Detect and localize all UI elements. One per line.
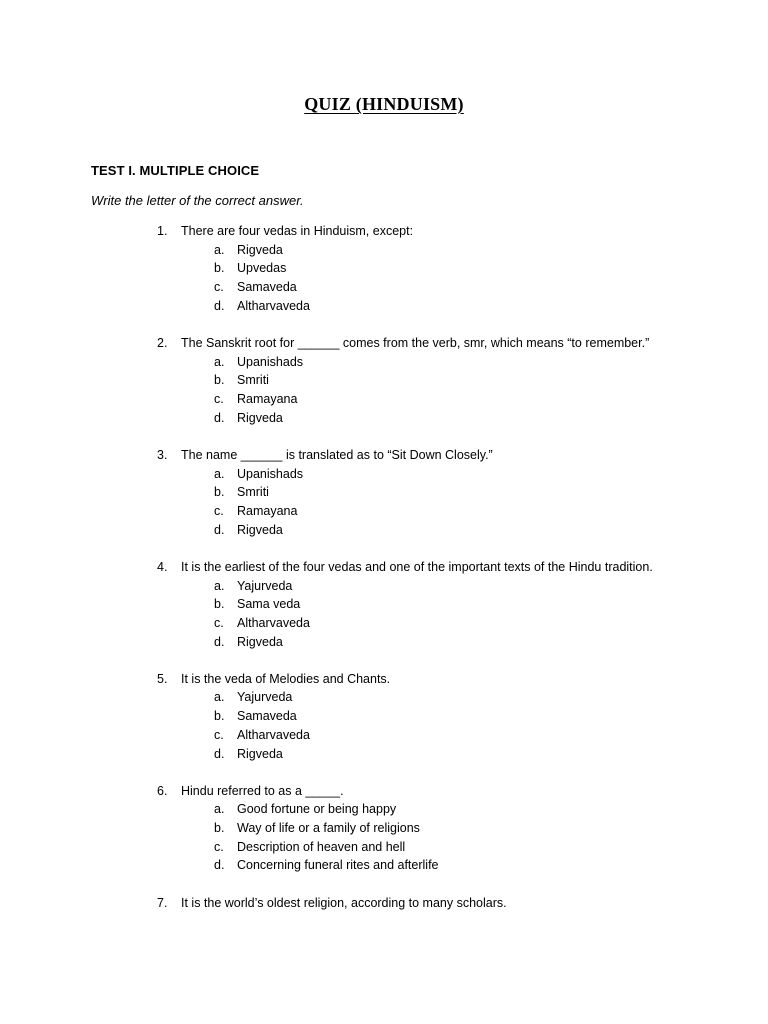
question-1 [0,222,768,315]
answer-option [0,502,768,521]
option-text: Rigveda [237,746,283,761]
option-letter: a. [214,466,225,481]
answer-option [0,614,768,633]
option-letter: d. [214,746,225,761]
option-text: Rigveda [237,522,283,537]
option-letter: a. [214,354,225,369]
answer-option [0,819,768,838]
option-text: Upanishads [237,466,304,481]
option-letter: b. [214,821,225,836]
option-letter: a. [214,690,225,705]
option-text: Rigveda [237,242,283,257]
option-text: Smriti [237,373,269,388]
option-text: Upvedas [237,261,287,276]
option-text: Rigveda [237,410,283,425]
question-5 [0,670,768,763]
answer-option [0,577,768,596]
answer-option [0,633,768,652]
answer-option [0,259,768,278]
answer-option [0,688,768,707]
question-text: It is the earliest of the four vedas and one of the important texts of the Hindu tradition. [181,559,653,574]
option-text: Yajurveda [237,578,293,593]
instruction-text: Write the letter of the correct answer. [91,193,304,208]
question-number: 5. [157,671,168,686]
question-text: It is the veda of Melodies and Chants. [181,671,391,686]
question-7 [0,894,768,913]
answer-option [0,745,768,764]
answer-option [0,595,768,614]
option-letter: d. [214,858,225,873]
option-text: Yajurveda [237,690,293,705]
question-line [0,782,768,801]
option-letter: c. [214,839,224,854]
question-number: 4. [157,559,168,574]
question-text: Hindu referred to as a _____. [181,783,344,798]
answer-option [0,707,768,726]
option-letter: d. [214,522,225,537]
option-text: Good fortune or being happy [237,802,397,817]
option-text: Smriti [237,485,269,500]
question-line [0,334,768,353]
option-letter: a. [214,802,225,817]
question-text: The name ______ is translated as to “Sit Down Closely.” [181,447,493,462]
option-text: Altharvaveda [237,615,310,630]
option-letter: b. [214,597,225,612]
option-letter: c. [214,280,224,295]
answer-option [0,278,768,297]
question-2 [0,334,768,427]
option-text: Upanishads [237,354,304,369]
question-line [0,446,768,465]
option-text: Altharvaveda [237,298,310,313]
option-letter: d. [214,410,225,425]
question-3 [0,446,768,539]
option-letter: d. [214,634,225,649]
question-line [0,670,768,689]
option-text: Samaveda [237,280,297,295]
answer-option [0,521,768,540]
question-list [0,222,768,931]
question-number: 6. [157,783,168,798]
question-4 [0,558,768,651]
option-letter: a. [214,578,225,593]
question-6 [0,782,768,875]
option-letter: b. [214,709,225,724]
page-title: QUIZ (HINDUISM) [304,94,464,114]
option-letter: b. [214,485,225,500]
section-heading: TEST I. MULTIPLE CHOICE [91,163,260,178]
question-number: 2. [157,335,168,350]
answer-option [0,297,768,316]
option-letter: b. [214,261,225,276]
option-text: Concerning funeral rites and afterlife [237,858,439,873]
option-text: Way of life or a family of religions [237,821,420,836]
question-number: 1. [157,224,168,238]
option-letter: c. [214,392,224,406]
answer-option [0,409,768,428]
answer-option [0,838,768,857]
answer-option [0,483,768,502]
question-line [0,894,768,913]
option-text: Ramayana [237,503,298,518]
answer-option [0,726,768,745]
answer-option [0,800,768,819]
answer-option [0,353,768,372]
answer-option [0,390,768,409]
answer-option [0,465,768,484]
option-letter: c. [214,615,224,630]
option-text: Altharvaveda [237,727,310,742]
answer-option [0,856,768,875]
question-line [0,558,768,577]
option-text: Sama veda [237,597,301,612]
question-text: It is the world’s oldest religion, according to many scholars. [181,895,507,910]
question-text: There are four vedas in Hinduism, except: [181,224,414,238]
option-text: Ramayana [237,392,298,406]
question-line [0,222,768,241]
question-number: 7. [157,895,168,910]
option-text: Samaveda [237,709,297,724]
answer-option [0,371,768,390]
option-letter: d. [214,298,225,313]
option-letter: a. [214,242,225,257]
option-letter: c. [214,727,224,742]
option-text: Description of heaven and hell [237,839,406,854]
option-letter: c. [214,503,224,518]
question-text: The Sanskrit root for ______ comes from the verb, smr, which means “to remember.” [181,335,650,350]
question-number: 3. [157,447,168,462]
option-letter: b. [214,373,225,388]
answer-option [0,241,768,260]
option-text: Rigveda [237,634,283,649]
